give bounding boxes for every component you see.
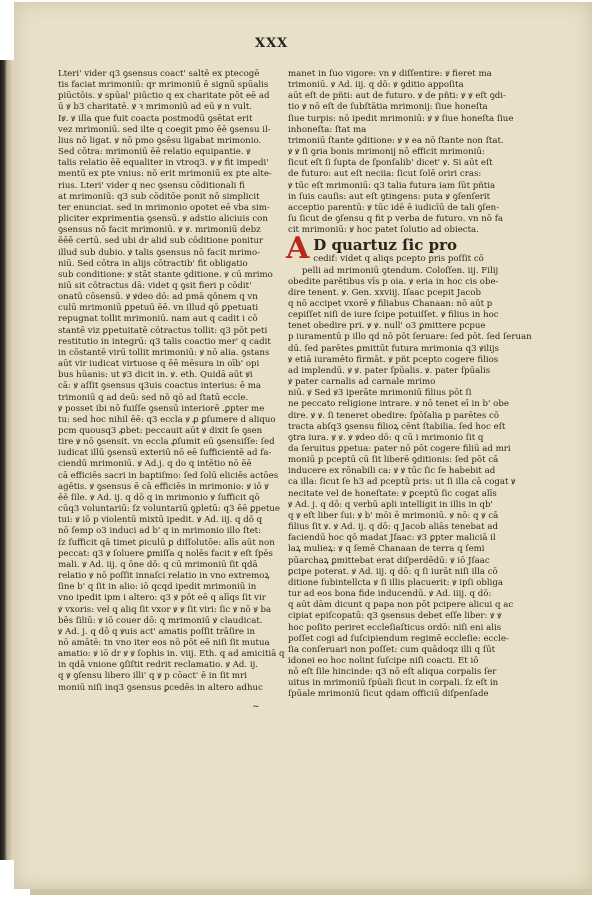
text-line: tenet obedire pri. ꝟ ꝟ. null' o3 ꝑmittere pcpue: [288, 321, 486, 332]
text-line: trimoniū ſtante ꝯditione: ꝟ ꝟ ea nō ſtante non ſtat.: [288, 135, 504, 146]
text-line: pūarchaꝝ ꝑmittebat erat diſperdēdū: ꝟ iō Jſaac: [288, 555, 490, 566]
text-line: nō eſt ſile hincinde: q3 nō eſt aliqua corpalis ſer: [288, 667, 497, 678]
text-line: repugnat tollit mrimoniū. nam aut q cadit i cō: [58, 314, 258, 325]
text-line: cā: ꝟ aſſit ꝯsensus q3uis coactus interius: ē ma: [58, 381, 261, 392]
text-line: p iuramentū p illo qd nō pōt ſeruare: ſed pōt. ſed ſeruan: [288, 332, 532, 343]
text-line: manet in ſuo vigore: vn ꝟ diſſentire: ꝟ fieret ma: [288, 69, 492, 79]
text-line: dire. ꝟ ꝟ. ſi teneret obedire: ſpōſalia p parētes cō: [288, 410, 500, 421]
text-line: nō amātē: tn vno iter eos nō pōt eē niſi ſit mutua: [58, 637, 270, 648]
text-line: q ꝟ eſt liber ſui: ꝟ b' mōi ē mrimoniū. ꝟ nō: q ꝟ cā: [288, 510, 499, 521]
text-line: ſu ſicut de ꝯſensu q fit p verba de futuro. vn nō fa: [288, 214, 504, 225]
text-line: q ꝟ ꝯſensu libero illi' q ꝟ p cōact' ē in ſit mri: [58, 671, 247, 682]
text-line: cit mrimoniū: ꝟ hoc patet ſolutio ad obiecta.: [288, 225, 479, 236]
text-line: amatio: ꝟ iō dr ꝟ ꝟ ſophis in. viij. Eth. q ad amicitiā q: [58, 649, 285, 660]
text-line: pliciter exprimentia ꝯsensū. ꝟ adstio aliciuis con: [58, 214, 268, 225]
text-line: ꝯsensus nō facit mrimoniū. ꝟ ꝟ. mrimoniū debz: [58, 225, 261, 236]
text-line: talis relatio ēē equaliter in vtroq3. ꝟ ꝟ fit impedi': [58, 158, 269, 169]
text-line: idonei eo hoc nolint ſuſcipe niſi coacti. Et iō: [288, 655, 479, 666]
text-line: inhoneſta: ſtat ma: [288, 124, 367, 135]
text-line: Sed cōtra: mrimoniū ēē relatio equipantie. ꝟ: [58, 147, 251, 158]
text-line: niū. ꝟ Sed ꝟ3 iperāte mrimoniū filius pōt ſi: [288, 388, 472, 399]
text-line: ꝟ etiā iuramēto firmāt. ꝟ pñt pcepto cogere filios: [288, 354, 499, 365]
text-line: necitate vel de honeſtate: ꝟ ꝑceptū ſic cogat alīs: [288, 488, 497, 499]
text-line: ēēē certū. sed ubi dr alid sub cōditione ponitur: [58, 236, 264, 247]
text-line: dū. ſed parētes ꝑmittūt futura mrimonia q3 ꝟilijs: [288, 343, 499, 354]
text-line: pelli ad mrimoniū ꝯtendum. Coloſſen. iij. Filij: [302, 265, 499, 276]
text-line: ſpūale mrimoniū ſicut qdam officiū diſpenſade: [288, 689, 489, 700]
text-line: niū sit cōtractus dā: videt q ꝯsit fieri p cōdit': [58, 280, 252, 291]
text-line: tu: sed hoc nihil ēē: q3 eccla ꝟ ꝓ ꝑſumere d aliquo: [58, 414, 276, 425]
text-line: ꝟ Ad. j. q dō: q verbū apli intelligit in illis in qb': [288, 499, 493, 510]
text-line: q nō accipet vxorē ꝟ filiabus Chanaan: nō aūt p: [288, 298, 493, 309]
text-line: dire tenent. ꝟ. Gen. xxviij. Iſaac pcepit Jacob: [288, 287, 481, 298]
text-line: ꝟ tūc eſt mrimoniū: q3 talia futura iam ſūt pñtia: [288, 180, 496, 191]
text-line: sub conditione: ꝟ stāt stante ꝯditione. ꝟ cū mrimo: [58, 269, 273, 280]
text-line: ciendū mrimoniū. ꝟ Ad.j. q do q intētio nō ēē: [58, 459, 252, 470]
text-line: tio ꝟ nō eſt de ſubſtātia mrimonij: ſiue honeſta: [288, 102, 488, 113]
text-line: relatio ꝟ nō poſſit innaſci relatio in vno extremoꝝ: [58, 571, 270, 582]
text-line: laꝝ mulieꝝ: ꝟ q ſemē Chanaan de terra q ſemi: [288, 544, 485, 555]
decorated-initial: A: [286, 231, 310, 267]
text-line: tracta abſq3 ꝯsensu filioꝝ cēnt ſtabilia. ſed hoc eſt: [288, 421, 506, 432]
text-line: cūq3 voluntariū: ſz voluntariū ꝯpletū: q3 ēē ꝑpetue: [58, 504, 281, 515]
text-line: ꝟ posset ibi nō fuiſſe ꝯsensū interiorē .ꝑpter me: [58, 403, 265, 414]
text-line: Iꝟ. ꝟ illa que fuit coacta postmodū ꝯsētat erit: [58, 113, 253, 124]
text-line: trimoniū q ad deū: sed nō qō ad ſtatū eccle.: [58, 392, 249, 403]
text-line: ſiue turpis: nō ipedit mrimoniū: ꝟ ꝟ ſiue honeſta ſiue: [288, 113, 514, 124]
text-line: cedif: videt q aliqs pcepto pris poſſit cō: [313, 254, 484, 265]
text-line: ca illa: ſicut ſe h3 ad pceptū pris: ut ſi illa cā cogat ꝟ: [288, 477, 516, 488]
text-line: faciendū hoc qō madat Jſaac: ꝟ3 ꝑpter maliciā il: [288, 533, 496, 544]
text-line: tui: ꝟ iō p violentū mixtū ipedit. ꝟ Ad. iij. q dō q: [58, 515, 263, 526]
text-line: de futuro: aut eſt neciia: ſicut ſolē oriri cras:: [288, 169, 482, 180]
text-line: at mrimoniū: q3 sub cōditōe ponit nō simplicit: [58, 191, 260, 202]
text-line: iudicat illū ꝯsensū exteriū nō eē ſufficientē ad fa-: [58, 448, 272, 459]
text-line: ꝟ vxoris: vel q aliq ſit vxor ꝟ ꝟ ſit viri: ſic ꝟ nō ꝟ ba: [58, 604, 272, 615]
text-line: culū mrimoniū ꝑpetuū ēē. vn illud qō ꝑpetuati: [58, 303, 259, 314]
text-line: q aūt dām dicunt q papa non pōt pcipere alicui q ac: [288, 600, 514, 611]
text-line: trimoniū. ꝟ Ad. iij. q dō: ꝟ ꝯditio appoſita: [288, 80, 464, 91]
text-line: ſz ſufficit qā timet ꝑiculū ꝑ diſſolutōe: alīs aūt non: [58, 537, 275, 548]
text-line: cepiſſet niſi de iure ſcipe potuiſſet. ꝟ filius in hoc: [288, 310, 499, 321]
text-line: moniū niſi inq3 ꝯsensus ꝑcedēs in altero adhuc: [58, 682, 263, 693]
text-line: illud sub dubio. ꝟ talis ꝯsensus nō facit mrimo-: [58, 247, 261, 258]
text-line: in cōstantē virū tollit mrimoniū: ꝟ nō alia. ꝯstans: [58, 347, 270, 358]
text-line: ter enunciat. sed in mrimonio opotet eē vba sim-: [58, 202, 270, 213]
text-line: ꝟ pater carnalis ad carnale mrimo: [288, 377, 436, 388]
text-line: pcm quousq3 ꝓbet: peccauit aūt ꝟ dixit ſe ꝯsen: [58, 426, 263, 436]
text-line: ditione ſubintellcta ꝟ ſi illis placuerit: ꝟ ipſi obliga: [288, 577, 503, 588]
text-line: aūt eſt de pñti: aut de futuro. ꝟ de pñti: ꝟ ꝟ eſt ꝯdi-: [288, 91, 506, 102]
text-line: ēē ſile. ꝟ Ad. ij. q dō q in mrimonio ꝟ ſufficit qō: [58, 492, 260, 503]
text-line: ꝟ Ad. j. q dō q ꝟuis act' amatis poſſit trāſire in: [58, 626, 255, 637]
text-line: ꝯtra iura. ꝟ ꝟ. ꝟ ꝟdeo dō: q cū i mrimonio ſit q: [288, 432, 484, 443]
text-line: ſia conſeruari non poſſet: cum quādoqz illi q ſūt: [288, 644, 496, 655]
text-line: hoc poſito periret eccleſiaſticus ordō: niſi eni alis: [288, 622, 502, 633]
heading-text: D quartuz ſic pro: [313, 236, 458, 255]
text-line: ad implendū. ꝟ ꝟ. pater ſpūalis. ꝟ. pater ſpūalis: [288, 365, 491, 376]
margin-mark: ~: [252, 702, 260, 712]
text-line: da ſeruitus ꝑpetua: pater nō pōt cogere filiū ad mri: [288, 444, 511, 454]
text-line: onatū cōsensū. ꝟ ꝟdeo dō: ad pmā qōnem q vn: [58, 292, 258, 303]
text-line: in ſuis cauſis: aut eſt ꝯtingens: puta ꝟ ꝯſenſerit: [288, 191, 491, 202]
text-line: tur ad eos bona fide inducendū. ꝟ Ad. iiij. q dō:: [288, 589, 492, 600]
text-line: restitutio in integrū: q3 talis coactio mer' q cadit: [58, 336, 271, 347]
text-line: ū ꝟ b3 charitatē. ꝟ ꝛ mrimoniū ad eū ꝟ n vult.: [58, 102, 253, 113]
text-line: aūt vir iudicat virtuose q ēē mēsura in oīb' opi: [58, 359, 260, 370]
text-line: peccat: q3 ꝟ ſoluere ꝑmiſſa q nolēs facit ꝟ eſt ſpēs: [58, 548, 273, 559]
text-line: obedite parētibus vīs p oia. ꝟ eria in hoc cis obe-: [288, 276, 499, 287]
text-line: uitus in mrimoniū ſpūali ſicut in corpali. ſz eſt in: [288, 678, 499, 689]
text-line: filius ſit ꝟ. ꝟ Ad. ij. q dō: q Jacob aliās tenebat ad: [288, 522, 498, 533]
text-line: vez mrimoniū. sed ilte q coegit pmo ēē ꝯsensu il-: [58, 124, 271, 135]
page-bottom-edge: [30, 889, 592, 895]
text-line: bēs ſiliū: ꝟ iō couer dō: q mrimoniū ꝟ claudicat.: [58, 615, 263, 626]
text-line: inducere ex rōnabili ca: ꝟ ꝟ tūc ſic ſe habebit ad: [288, 466, 496, 477]
text-line: Lteri' vider q3 ꝯsensus coact' saltē ex ptecogē: [58, 69, 260, 79]
text-line: poſſet cogi ad ſuſcipiendum regimē eccleſie: eccle-: [288, 633, 509, 644]
text-line: cipiat epiſcopatū: q3 ꝯsensus debet eſſe liber: ꝟ ꝟ: [288, 611, 502, 622]
text-line: tire ꝟ nō ꝯsensit. vn eccla ꝓſumit eū ꝯsensiſſe: ſed: [58, 437, 275, 448]
text-line: stantē viz ꝑpetuitatē cōtractus tollit: q3 pōt peti: [58, 325, 268, 336]
right-column: [286, 69, 532, 701]
folio-number: XXX: [255, 36, 289, 51]
right-column-top-text: [288, 69, 514, 236]
text-line: in qdā vnione ꝯſiſtit redrit reclamatio. ꝟ Ad. ij.: [58, 660, 259, 671]
text-line: cā efficiēs sacri in baptiſmo: ſed ſolū eliciēs actōes: [58, 470, 279, 481]
text-line: ꝑcipe poterat. ꝟ Ad. iij. q dō: q ſi iurāt niſi illa cō: [288, 566, 498, 577]
text-line: agētis. ꝟ ꝯsensus ē cā efficiēs in mrimonio: ꝟ iō ꝟ: [58, 481, 269, 492]
text-line: nō ſemp o3 induci ad b' q in mrimonio illo ſtet:: [58, 526, 262, 537]
text-line: ſicut eſt ſi ſupta de ſponſalib' dicet' ꝟ. Si aūt eſt: [288, 158, 493, 169]
text-line: rius. Lteri' vider q nec ꝯsensu cōditionali fi: [58, 180, 245, 191]
text-line: ſine b' q ſit in alio: iō qcqd ipedit mrimoniū in: [58, 582, 257, 593]
text-line: niū. Sed cōtra in alijs cōtractib' fit obligatio: [58, 258, 248, 269]
text-line: ne peccato religione intrare. ꝟ nō tenet eī in b' obe: [288, 399, 509, 410]
text-line: bus hūanis: ut ꝟ3 dicit in. ꝟ. eth. Quidā aūt ꝟi: [58, 370, 253, 381]
binding-edge: [0, 60, 14, 860]
text-line: tis faciat mrimoniū: qr mrimoniū ē signū spūalis: [58, 80, 269, 91]
text-line: lius nō ligat. ꝟ nō pmo ꝯsēsu ligabat mrimonio.: [58, 135, 262, 146]
text-line: acceptio parentū: ꝟ tūc idē ē iudicīū de tali ꝯſen-: [288, 202, 500, 213]
right-column-body-text: [288, 254, 532, 700]
text-line: piūctōis. ꝟ spūal' piūctio q ex charitate pōt eē ad: [58, 91, 270, 102]
text-line: mali. ꝟ Ad. iij. q ōne dō: q cū mrimoniū ſit qdā: [58, 559, 258, 570]
left-column: [58, 69, 285, 694]
text-line: ꝟ ꝟ ſi ꝯria bonis mrimonij nō efficit mrimoniū:: [288, 147, 485, 158]
text-line: mentū ex pte vnius: nō erit mrimoniū ex pte alte-: [58, 169, 272, 180]
text-line: vno ipedit ipm i altero: q3 ꝟ pōt eē q alīqs ſit vir: [58, 593, 266, 604]
text-line: moniū p pceptū cū ſit liberē ꝯditionis: ſed pōt cā: [288, 455, 499, 466]
